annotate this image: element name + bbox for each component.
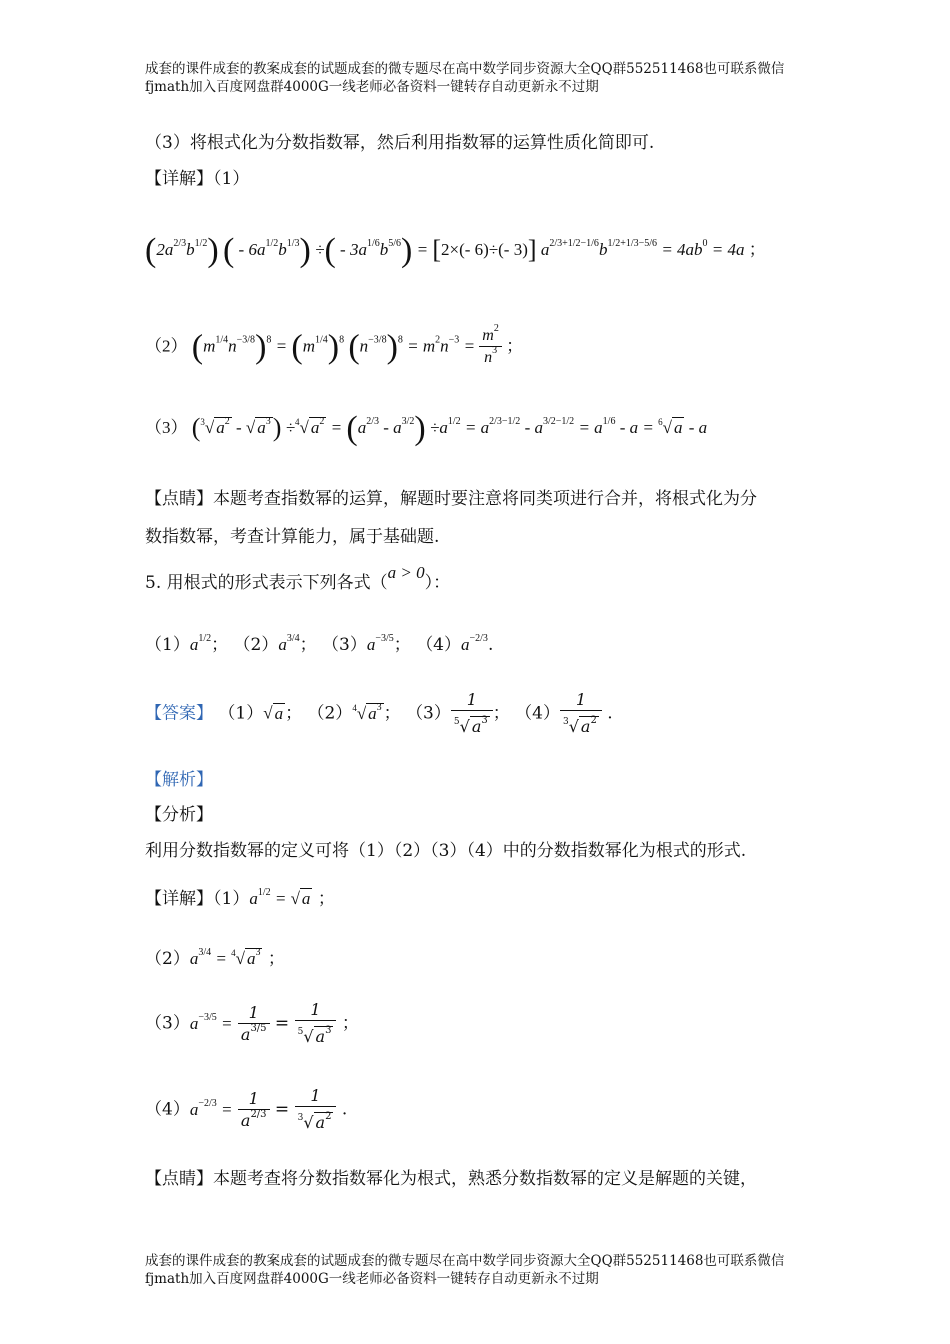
- q5-detail-2: $(2)a^{3/4} = ^4√$ $a^3$ ；: [145, 947, 285, 969]
- label-3: （3）: [145, 418, 188, 437]
- equation-1: $(2a^{2/3}b^{1/2})$ ( - $6a^{1/2}b^{1/3}$) ÷( - $3a^{1/6}b^{5/6}) = [2\times(-$ 6)÷(- 3)] $a^{2/3+1/2-1/6}b^{1/2+1/3-5/6} = 4ab^0 = 4a$ ；: [145, 232, 766, 269]
- equation-2: （2） $(m^{1/4}n^{-3/8})^8 = (m^{1/4})^8$ $(n^{-3/8})^8 = m^2n^{-3}$ = $\frac{m^2}{n^3}$ ；: [145, 323, 524, 366]
- page-header: 成套的课件成套的教案成套的试题成套的微专题尽在高中数学同步资源大全QQ群552511468也可联系微信fjmath加入百度网盘群4000G一线老师必备资料一键转存自动更新永不过期: [145, 61, 785, 95]
- answer-label: 【答案】: [145, 703, 213, 724]
- equation-3: （3） ($^3$√ $a^2$ - √ $a^3) \div^4√$ $a^2 = (a^{2/3} - a^{3/2}) \div a^{1/2} = a^{2/3-1/2} - a^{3/2-1/2} = a^{1/6} - a = ^6√$ a - a: [145, 410, 708, 447]
- fenxi-text: 利用分数指数幂的定义可将（1）（2）（3）（4）中的分数指数幂化为根式的形式.: [145, 841, 747, 861]
- fenxi-label: 【分析】: [145, 805, 213, 825]
- comment-line-2: 数指数幂，考查计算能力，属于基础题.: [145, 527, 440, 547]
- analysis-step-3: （3）将根式化为分数指数幂，然后利用指数幂的运算性质化简即可.: [145, 133, 655, 153]
- question-5-stem: 5. 用根式的形式表示下列各式（a > 0）：: [145, 563, 451, 593]
- q5-detail-1: 【详解】$(1)a^{1/2}$ = √ a ；: [145, 887, 335, 909]
- q5-detail-4: $(4)a^{-2/3}$ = $\frac{1}{a^{2/3}}$ = $\frac{1}{^3√ a^2}$ .: [145, 1086, 348, 1132]
- comment-line-1: 【点睛】本题考查指数幂的运算，解题时要注意将同类项进行合并，将根式化为分: [145, 489, 757, 509]
- answer-line: 【答案】 （1）√ a ； $(2)^4√$ $a^3$ ； （3） $\frac{1}{^5√ a^3}$ ； （4） $\frac{1}{^3√ a^2}$ .: [145, 690, 613, 736]
- comment-label: 【点睛】: [145, 489, 213, 509]
- detail-part-1: （1）: [213, 169, 250, 189]
- q5-comment: 【点睛】本题考查将分数指数幂化为根式，熟悉分数指数幂的定义是解题的关键，: [145, 1169, 757, 1189]
- question-5-items: $(1)a^{1/2}$； $(2)a^{3/4}$； $(3)a^{-3/5}$； $(4)a^{-2/3}$.: [145, 633, 494, 655]
- jiexi-label: 【解析】: [145, 770, 213, 790]
- detail-heading: [145, 164, 249, 189]
- q5-detail-3: $(3)a^{-3/5}$ = $\frac{1}{a^{3/5}}$ = $\frac{1}{^5√ a^3}$ ；: [145, 1000, 359, 1046]
- detail-label: 【详解】: [145, 169, 213, 189]
- page-footer: 成套的课件成套的教案成套的试题成套的微专题尽在高中数学同步资源大全QQ群552511468也可联系微信fjmath加入百度网盘群4000G一线老师必备资料一键转存自动更新永不过期: [145, 1253, 785, 1287]
- label-2: （2）: [145, 336, 188, 356]
- condition: a > 0: [387, 563, 425, 582]
